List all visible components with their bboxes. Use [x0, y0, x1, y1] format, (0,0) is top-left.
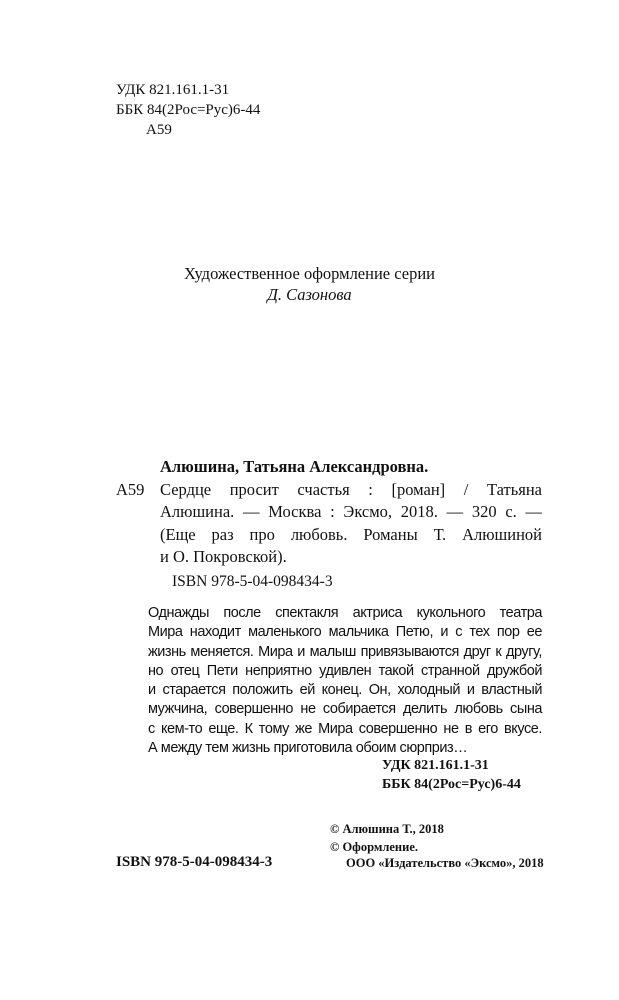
- bbk-code-bottom: ББК 84(2Рос=Рус)6-44: [382, 777, 521, 792]
- catalog-isbn: ISBN 978-5-04-098434-3: [172, 573, 333, 590]
- catalog-description: [160, 479, 542, 569]
- annotation-line: жизнь меняется. Мира и малыш привязываются друг к другу,: [148, 643, 542, 660]
- bbk-code-top: ББК 84(2Рос=Рус)6-44: [116, 102, 261, 118]
- annotation-line: мужчина, совершенно не собирается делить любовь сына: [148, 701, 542, 718]
- copyright-design: © Оформление.: [330, 840, 419, 854]
- description-line: и О. Покровской).: [160, 547, 287, 567]
- copyright-publisher: ООО «Издательство «Эксмо», 2018: [346, 856, 544, 870]
- annotation-line: с кем-то еще. К тому же Мира совершенно не в его вкусе.: [148, 720, 542, 737]
- annotation-paragraph: [148, 604, 542, 758]
- annotation-line: и старается положить ей конец. Он, холодный и властный: [148, 682, 542, 699]
- annotation-line: но отец Пети неприятно удивлен такой странной дружбой: [148, 662, 542, 679]
- annotation-line: Однажды после спектакля актриса кукольного театра: [148, 605, 542, 621]
- author-mark-top: А59: [146, 122, 172, 138]
- description-line: Сердце просит счастья : [роман] / Татьяна: [160, 480, 542, 499]
- udk-code-top: УДК 821.161.1-31: [116, 82, 230, 98]
- footer-isbn: ISBN 978-5-04-098434-3: [116, 854, 273, 870]
- catalog-author-mark: А59: [116, 480, 145, 499]
- udk-code-bottom: УДК 821.161.1-31: [382, 758, 489, 773]
- catalog-author-heading: Алюшина, Татьяна Александровна.: [160, 457, 429, 476]
- series-designer-name: Д. Сазонова: [267, 285, 352, 304]
- annotation-line: А между тем жизнь приготовила обоим сюрприз…: [148, 740, 468, 757]
- series-design-label: Художественное оформление серии: [184, 264, 435, 283]
- description-line: Алюшина. — Москва : Эксмо, 2018. — 320 с. —: [160, 502, 542, 522]
- annotation-line: Мира находит маленького мальчика Петю, и с тех пор ее: [148, 624, 542, 641]
- copyright-author: © Алюшина Т., 2018: [330, 822, 444, 836]
- description-line: (Еще раз про любовь. Романы Т. Алюшиной: [160, 524, 542, 544]
